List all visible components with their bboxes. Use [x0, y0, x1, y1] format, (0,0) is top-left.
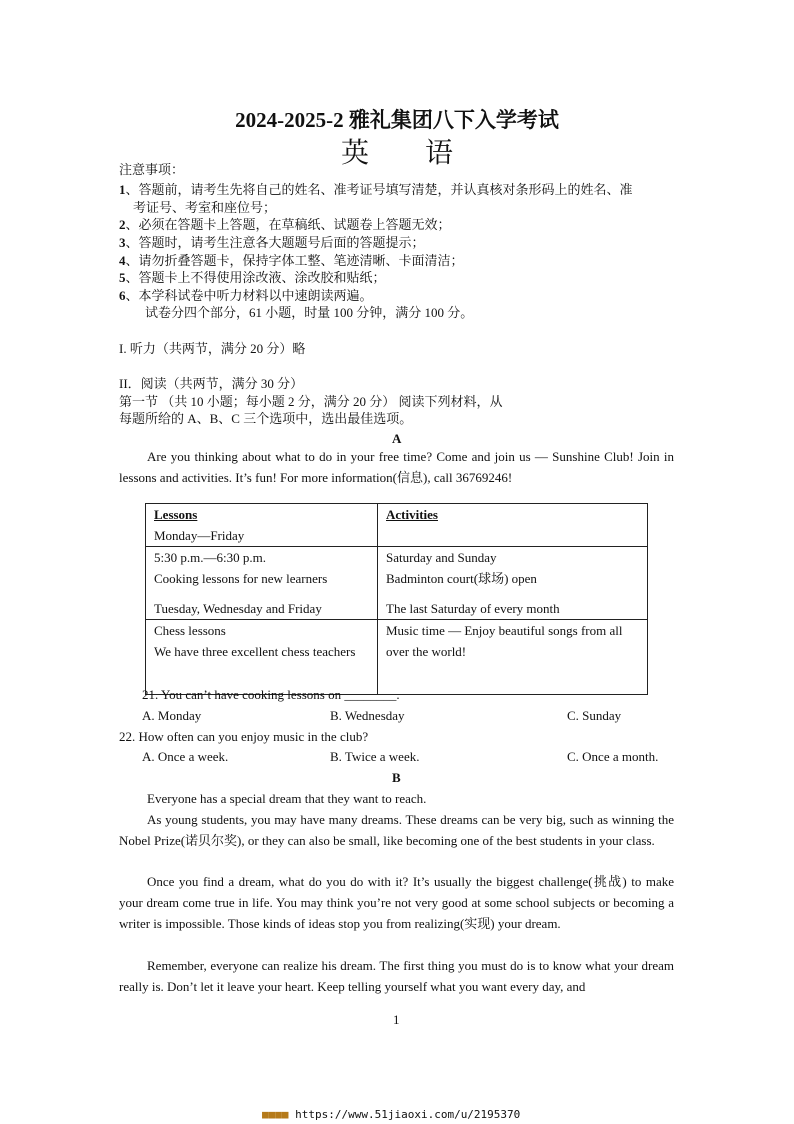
notice-num: 5	[119, 270, 126, 285]
passage-b-para: Remember, everyone can realize his dream. The first thing you must do is to know what your dream really is. Don’t let it leave your heart. Keep telling yourself what you want every day, and	[119, 958, 674, 994]
q21-option-c: C. Sunday	[567, 708, 622, 723]
notice-heading: 注意事项：	[119, 162, 185, 177]
q22-option-a: A. Once a week.	[142, 749, 229, 764]
cell-line: Chess lessons	[154, 623, 226, 638]
q21-option-b: B. Wednesday	[330, 708, 405, 723]
table-cell	[146, 620, 378, 695]
notice-num: 3	[119, 235, 126, 250]
page-number: 1	[393, 1012, 400, 1027]
notice-item	[119, 233, 425, 253]
section-reading-part1: 第一节 （共 10 小题；每小题 2 分，满分 20 分） 阅读下列材料，从	[119, 394, 503, 409]
lessons-header: Lessons	[154, 507, 198, 522]
cell-line: 5:30 p.m.—6:30 p.m.	[154, 550, 266, 565]
exam-title: 2024-2025-2 雅礼集团八下入学考试	[235, 108, 559, 132]
notice-num: 2	[119, 217, 126, 232]
subject-title: 英 语	[340, 138, 453, 169]
cell-line: Cooking lessons for new learners	[154, 571, 328, 586]
table-cell	[146, 547, 378, 620]
q21-option-a: A. Monday	[142, 708, 202, 723]
cell-line: The last Saturday of every month	[386, 601, 560, 616]
notice-text: 、答题卡上不得使用涂改液、涂改胶和贴纸；	[125, 270, 386, 285]
cell-line: Music time — Enjoy beautiful songs from all	[386, 623, 623, 638]
question-22: 22. How often can you enjoy music in the club?	[119, 729, 369, 744]
table-cell	[146, 504, 378, 547]
passage-a-label: A	[392, 431, 402, 446]
footer-url[interactable]: https://www.51jiaoxi.com/u/2195370	[295, 1108, 521, 1121]
cell-line: Monday—Friday	[154, 528, 245, 543]
passage-a-intro: Are you thinking about what to do in your free time? Come and join us — Sunshine Club! Join in lessons and activities. It’s fun! For more information(信息), call 36769246!	[119, 449, 674, 485]
cell-line: over the world!	[386, 644, 467, 659]
notice-text: 、必须在答题卡上答题，在草稿纸、试题卷上答题无效；	[125, 217, 451, 232]
notice-text: 、请勿折叠答题卡，保持字体工整、笔迹清晰、卡面清洁；	[125, 253, 464, 268]
cell-line: Saturday and Sunday	[386, 550, 497, 565]
table-row	[146, 504, 648, 547]
activities-header: Activities	[386, 507, 438, 522]
source-footer	[262, 1108, 520, 1121]
question-21: 21. You can’t have cooking lessons on ________.	[142, 687, 400, 702]
cell-line: We have three excellent chess teachers	[154, 644, 356, 659]
notice-num: 4	[119, 253, 126, 268]
passage-b-label: B	[392, 770, 401, 785]
notice-item	[119, 268, 386, 288]
notice-text: 考证号、考室和座位号；	[133, 200, 277, 215]
section-listening: I. 听力（共两节，满分 20 分）略	[119, 341, 306, 356]
table-cell	[378, 504, 648, 547]
passage-b-para: As young students, you may have many dreams. These dreams can be very big, such as winning the Nobel Prize(诺贝尔奖), or they can also be small, like becoming one of the best students in your class.	[119, 812, 674, 848]
table-cell	[378, 620, 648, 695]
notice-text: 、答题前，请考生先将自己的姓名、准考证号填写清楚，并认真核对条形码上的姓名、准	[125, 182, 633, 197]
notice-summary: 试卷分四个部分，61 小题，时量 100 分钟，满分 100 分。	[145, 305, 474, 320]
table-row	[146, 620, 648, 695]
notice-num: 6	[119, 288, 126, 303]
q22-option-c: C. Once a month.	[567, 749, 659, 764]
notice-text: 、答题时，请考生注意各大题题号后面的答题提示；	[125, 235, 425, 250]
notice-item	[119, 180, 633, 200]
passage-b-para: Once you find a dream, what do you do with it? It’s usually the biggest challenge(挑战) to make your dream come true in life. You may think you’re not very good at some school subjects or becoming a writer is impossible. Those kinds of ideas stop you from realizing(实现) your dream.	[119, 874, 674, 931]
cell-line: Badminton court(球场) open	[386, 571, 537, 586]
notice-text: 、本学科试卷中听力材料以中速朗读两遍。	[125, 288, 373, 303]
club-schedule-table	[145, 503, 648, 695]
table-row	[146, 547, 648, 620]
notice-num: 1	[119, 182, 126, 197]
footer-mark-icon: ■■■■	[262, 1108, 289, 1121]
section-reading-part1b: 每题所给的 A、B、C 三个选项中，选出最佳选项。	[119, 411, 413, 426]
table-cell	[378, 547, 648, 620]
section-reading-heading: II．阅读（共两节，满分 30 分）	[119, 376, 304, 391]
q22-option-b: B. Twice a week.	[330, 749, 420, 764]
passage-b-para: Everyone has a special dream that they want to reach.	[147, 791, 427, 806]
notice-item	[119, 215, 451, 235]
cell-line: Tuesday, Wednesday and Friday	[154, 601, 322, 616]
